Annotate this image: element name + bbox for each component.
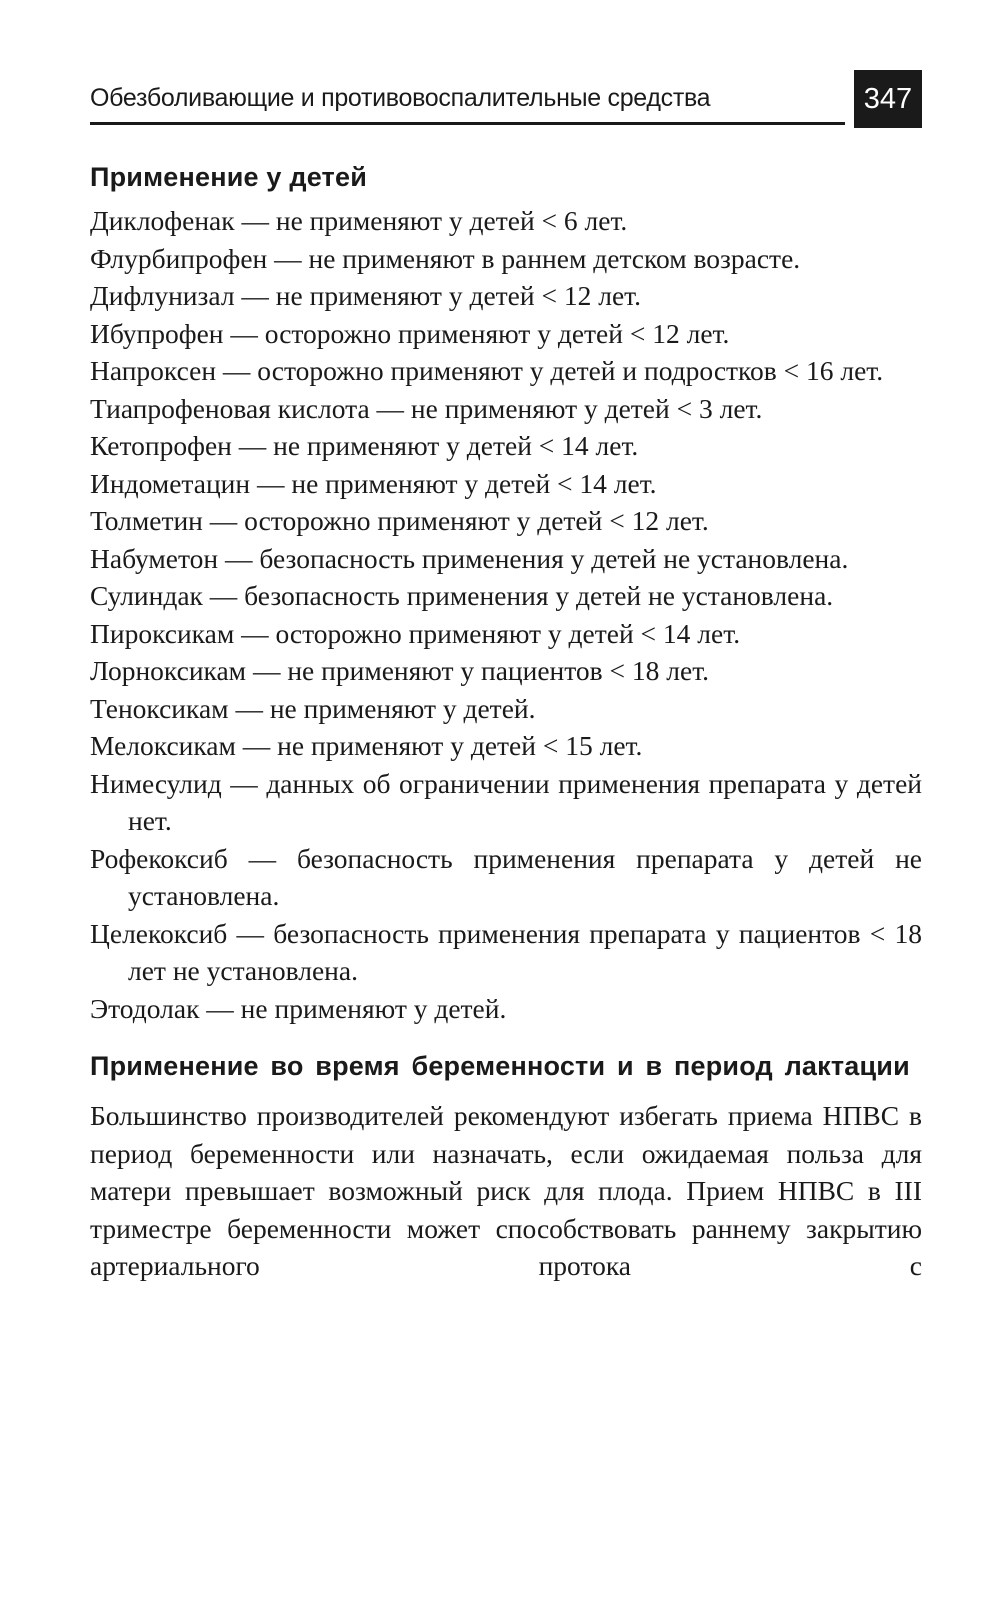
list-item: Набуметон — безопасность применения у детей не установлена. — [90, 542, 849, 574]
list-item: Этодолак — не применяют у детей. — [90, 992, 507, 1024]
list-item: Дифлунизал — не применяют у детей < 12 лет. — [90, 280, 641, 311]
pregnancy-paragraph: Большинство производителей рекомендуют избегать приема НПВС в период беременности или назначать, если ожидаемая польза для матери превышает возможный риск для плода. Прием НПВС в III триместре беременности может способствовать раннему закрытию артериального протока с — [90, 1100, 922, 1281]
section-heading-children: Применение у детей — [90, 162, 367, 192]
book-page — [90, 70, 922, 1285]
list-item: Лорноксикам — не применяют у пациентов < 18 лет. — [90, 655, 710, 686]
list-item: Толметин — осторожно применяют у детей < 12 лет. — [90, 505, 709, 536]
drug-list — [90, 202, 922, 1027]
list-item: Сулиндак — безопасность применения у детей не установлена. — [90, 580, 834, 611]
list-item: Пироксикам — осторожно применяют у детей < 14 лет. — [90, 617, 741, 649]
running-head-rule — [90, 122, 845, 125]
list-item: Нимесулид — данных об ограничении применения препарата у детей нет. — [90, 767, 922, 836]
list-item: Напроксен — осторожно применяют у детей и подростков < 16 лет. — [90, 355, 884, 386]
list-item: Индометацин — не применяют у детей < 14 лет. — [90, 467, 657, 499]
list-item: Ибупрофен — осторожно применяют у детей < 12 лет. — [90, 317, 730, 349]
section-heading-pregnancy: Применение во время беременности и в период лактации — [90, 1051, 910, 1081]
list-item: Диклофенак — не применяют у детей < 6 лет. — [90, 205, 628, 236]
running-head-title: Обезболивающие и противовоспалительные средства — [90, 84, 711, 112]
list-item: Целекоксиб — безопасность применения препарата у пациентов < 18 лет не установлена. — [90, 917, 922, 986]
running-head — [90, 70, 922, 130]
list-item: Кетопрофен — не применяют у детей < 14 лет. — [90, 430, 639, 461]
list-item: Мелоксикам — не применяют у детей < 15 лет. — [90, 730, 643, 761]
page-number: 347 — [854, 70, 922, 128]
list-item: Тиапрофеновая кислота — не применяют у детей < 3 лет. — [90, 392, 763, 424]
list-item: Теноксикам — не применяют у детей. — [90, 692, 536, 724]
list-item: Флурбипрофен — не применяют в раннем детском возрасте. — [90, 242, 801, 274]
list-item: Рофекоксиб — безопасность применения препарата у детей не установлена. — [90, 842, 922, 911]
